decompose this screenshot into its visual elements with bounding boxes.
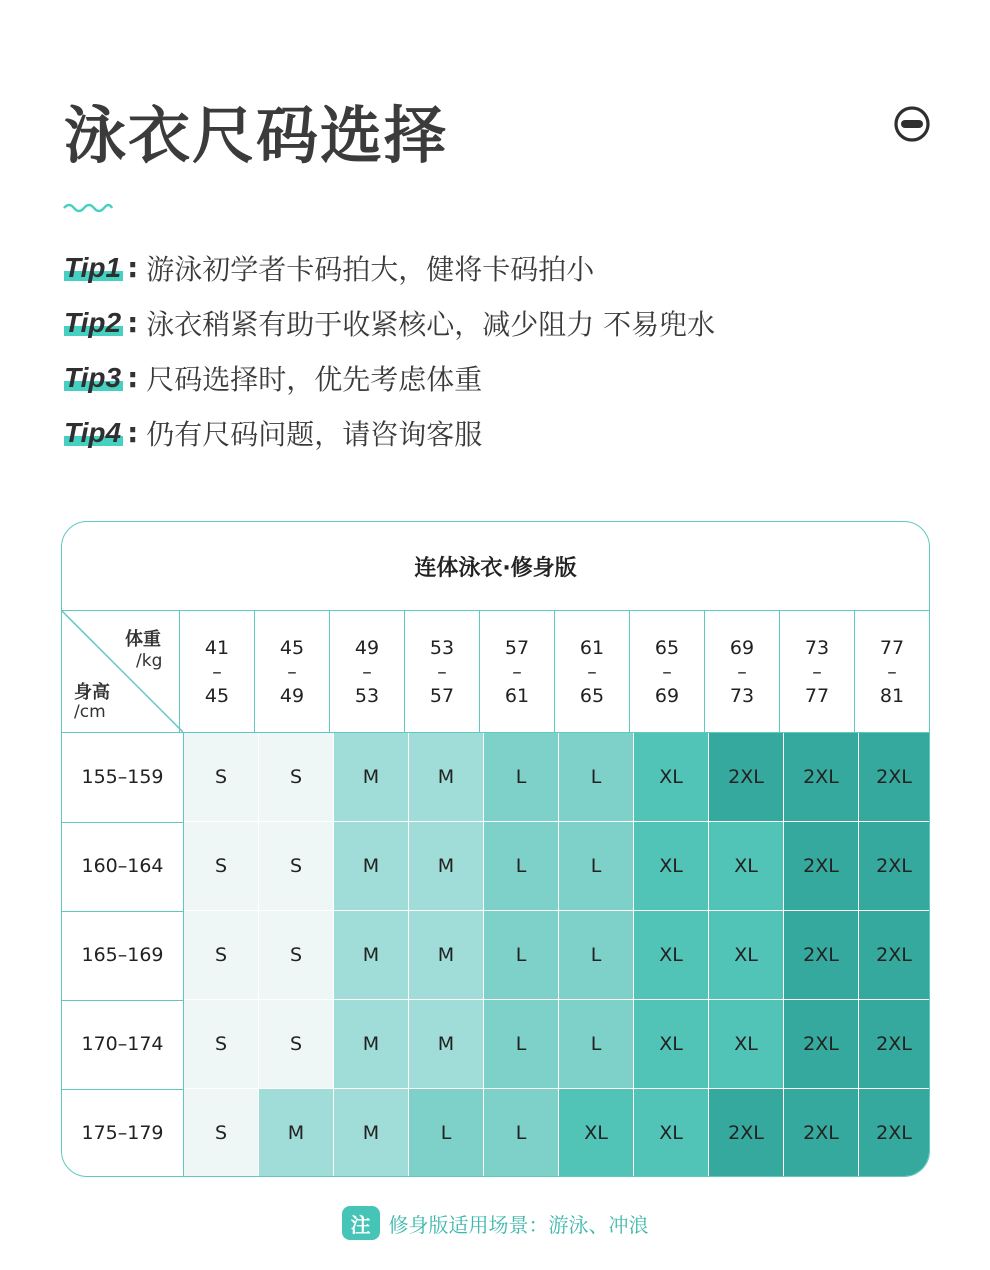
size-cell: S	[184, 822, 259, 910]
size-cell: L	[559, 1000, 634, 1088]
size-cell: L	[484, 733, 559, 821]
height-range-cell: 155–159	[62, 733, 184, 823]
table-row	[62, 733, 929, 822]
tip-label	[64, 252, 123, 284]
weight-range-header	[555, 611, 630, 732]
size-cell: M	[334, 1089, 409, 1177]
weight-range-header	[780, 611, 855, 732]
tip-label	[64, 417, 123, 449]
goggle-icon	[893, 105, 931, 143]
size-cell: 2XL	[859, 1089, 929, 1177]
size-cell: 2XL	[784, 733, 859, 821]
tip-item	[64, 405, 715, 460]
weight-range-from: 45	[279, 636, 305, 659]
size-cell: M	[409, 911, 484, 999]
size-cell: M	[334, 733, 409, 821]
weight-range-from: 49	[354, 636, 380, 659]
tip-label-text: Tip4	[64, 416, 122, 448]
weight-range-dash: –	[587, 660, 597, 683]
tip-text: 仍有尺码问题，请咨询客服	[146, 417, 483, 451]
tip-label-text: Tip1	[64, 251, 122, 283]
weight-range-dash: –	[812, 660, 822, 683]
weight-range-from: 53	[429, 636, 455, 659]
size-cell: XL	[634, 1089, 709, 1177]
weight-range-header	[405, 611, 480, 732]
page-title: 泳衣尺码选择	[64, 99, 449, 172]
weight-range-from: 77	[879, 636, 905, 659]
size-cell: L	[559, 733, 634, 821]
size-cell: S	[184, 1000, 259, 1088]
tips-list	[64, 240, 715, 460]
height-label: 身高	[74, 682, 110, 703]
weight-range-to: 61	[504, 684, 530, 707]
size-cell: L	[559, 911, 634, 999]
size-cell: XL	[559, 1089, 634, 1177]
weight-range-dash: –	[362, 660, 372, 683]
size-cell: S	[259, 911, 334, 999]
weight-range-dash: –	[212, 660, 222, 683]
size-cell: S	[184, 911, 259, 999]
weight-range-to: 77	[804, 684, 830, 707]
size-cell: S	[184, 1089, 259, 1177]
weight-header-row	[62, 611, 929, 733]
size-cell: XL	[709, 911, 784, 999]
weight-range-header	[855, 611, 929, 732]
corner-header	[62, 611, 180, 732]
size-cell: 2XL	[859, 733, 929, 821]
size-cell: M	[409, 733, 484, 821]
size-cell: L	[484, 1000, 559, 1088]
wave-icon	[63, 200, 113, 216]
size-cell: XL	[634, 1000, 709, 1088]
weight-range-to: 49	[279, 684, 305, 707]
usage-note	[0, 1206, 990, 1240]
tip-colon: :	[127, 306, 139, 339]
weight-range-to: 81	[879, 684, 905, 707]
tip-item	[64, 295, 715, 350]
size-cell: XL	[709, 822, 784, 910]
size-cell: L	[484, 1089, 559, 1177]
weight-range-header	[705, 611, 780, 732]
note-badge: 注	[342, 1206, 380, 1240]
size-cell: M	[334, 911, 409, 999]
height-unit: /cm	[74, 702, 106, 722]
tip-colon: :	[127, 251, 139, 284]
weight-range-dash: –	[662, 660, 672, 683]
weight-range-header	[255, 611, 330, 732]
size-cell: S	[259, 733, 334, 821]
size-cell: 2XL	[859, 822, 929, 910]
weight-range-dash: –	[287, 660, 297, 683]
weight-range-dash: –	[887, 660, 897, 683]
weight-range-to: 69	[654, 684, 680, 707]
table-row	[62, 1089, 929, 1177]
tip-label-text: Tip3	[64, 361, 122, 393]
weight-range-to: 53	[354, 684, 380, 707]
tip-label	[64, 362, 123, 394]
size-cell: XL	[634, 911, 709, 999]
tip-text: 游泳初学者卡码拍大，健将卡码拍小	[146, 252, 595, 286]
size-cell: L	[559, 822, 634, 910]
tip-text: 尺码选择时，优先考虑体重	[146, 362, 483, 396]
height-range-cell: 165–169	[62, 911, 184, 1001]
size-cell: XL	[634, 733, 709, 821]
weight-range-dash: –	[437, 660, 447, 683]
height-range-cell: 175–179	[62, 1089, 184, 1177]
size-cell: 2XL	[709, 733, 784, 821]
size-cell: 2XL	[859, 911, 929, 999]
note-text: 修身版适用场景：游泳、冲浪	[388, 1212, 649, 1237]
weight-range-from: 61	[579, 636, 605, 659]
weight-label: 体重	[125, 629, 161, 650]
weight-range-to: 45	[204, 684, 230, 707]
weight-range-dash: –	[737, 660, 747, 683]
size-cell: 2XL	[784, 911, 859, 999]
size-cell: 2XL	[709, 1089, 784, 1177]
size-table	[61, 521, 930, 1177]
weight-range-from: 57	[504, 636, 530, 659]
table-row	[62, 911, 929, 1000]
weight-range-header	[180, 611, 255, 732]
size-cell: M	[259, 1089, 334, 1177]
weight-range-to: 65	[579, 684, 605, 707]
size-cell: M	[334, 1000, 409, 1088]
weight-range-header	[630, 611, 705, 732]
weight-range-header	[330, 611, 405, 732]
table-row	[62, 1000, 929, 1089]
weight-range-header	[480, 611, 555, 732]
size-cell: M	[334, 822, 409, 910]
table-row	[62, 822, 929, 911]
tip-item	[64, 240, 715, 295]
size-cell: 2XL	[784, 1089, 859, 1177]
weight-range-dash: –	[512, 660, 522, 683]
size-rows	[62, 733, 929, 1177]
weight-unit: /kg	[136, 651, 163, 671]
tip-label-text: Tip2	[64, 306, 122, 338]
size-cell: 2XL	[784, 822, 859, 910]
size-cell: M	[409, 822, 484, 910]
tip-item	[64, 350, 715, 405]
size-cell: XL	[709, 1000, 784, 1088]
weight-range-from: 41	[204, 636, 230, 659]
tip-colon: :	[127, 416, 139, 449]
tip-label	[64, 307, 123, 339]
size-cell: 2XL	[859, 1000, 929, 1088]
size-cell: L	[484, 822, 559, 910]
tip-text: 泳衣稍紧有助于收紧核心，减少阻力 不易兜水	[146, 307, 716, 341]
table-title: 连体泳衣·修身版	[62, 522, 929, 611]
height-range-cell: 170–174	[62, 1000, 184, 1090]
weight-range-to: 57	[429, 684, 455, 707]
weight-range-from: 73	[804, 636, 830, 659]
weight-columns	[180, 611, 929, 732]
size-grid	[62, 611, 929, 1177]
tip-colon: :	[127, 361, 139, 394]
size-cell: XL	[634, 822, 709, 910]
size-cell: L	[409, 1089, 484, 1177]
size-cell: L	[484, 911, 559, 999]
size-cell: 2XL	[784, 1000, 859, 1088]
weight-range-from: 65	[654, 636, 680, 659]
size-cell: S	[259, 1000, 334, 1088]
size-cell: S	[184, 733, 259, 821]
height-range-cell: 160–164	[62, 822, 184, 912]
weight-range-to: 73	[729, 684, 755, 707]
size-cell: M	[409, 1000, 484, 1088]
weight-range-from: 69	[729, 636, 755, 659]
size-cell: S	[259, 822, 334, 910]
